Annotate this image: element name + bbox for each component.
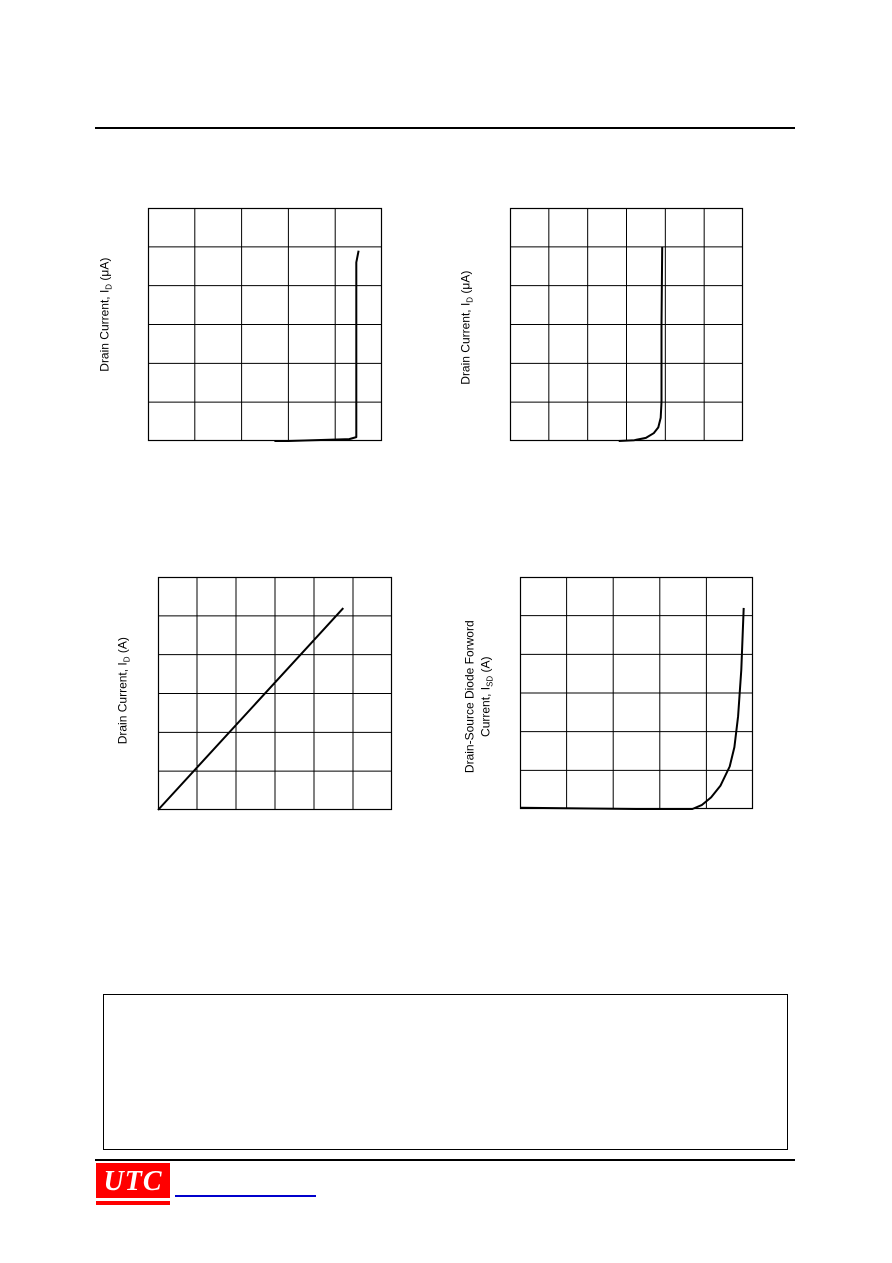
chart-leakage-current-ylabel: Drain Current, $I_D$ (μA) [97, 257, 114, 372]
chart-diode-forward-ylabel-line1: Drain-Source Diode Forword [462, 620, 477, 774]
chart-transfer-characteristics-plot [158, 577, 392, 810]
footer-rule [95, 1159, 795, 1161]
utc-logo-band [96, 1198, 170, 1201]
chart-leakage-current [148, 208, 382, 441]
chart-transfer-characteristics-ylabel: Drain Current, $I_D$ (A) [115, 637, 132, 745]
series-line [158, 608, 343, 810]
disclaimer-box [103, 994, 788, 1150]
series-line [274, 251, 358, 441]
website-link-underline[interactable] [175, 1195, 316, 1197]
utc-logo [96, 1163, 170, 1205]
chart-breakdown-current-plot [510, 208, 743, 441]
chart-diode-forward-plot [520, 577, 753, 809]
chart-diode-forward-ylabel [461, 612, 498, 782]
chart-transfer-characteristics [158, 577, 392, 810]
chart-breakdown-current [510, 208, 743, 441]
header-rule [95, 127, 795, 129]
chart-diode-forward [520, 577, 753, 809]
series-line [619, 247, 663, 441]
chart-diode-forward-ylabel-line2: Current, $I_{SD}$ (A) [478, 656, 495, 737]
chart-breakdown-current-ylabel: Drain Current, $I_D$ (μA) [458, 270, 475, 385]
series-line [520, 608, 744, 809]
utc-logo-text: UTC [103, 1166, 163, 1197]
chart-leakage-current-plot [148, 208, 382, 441]
